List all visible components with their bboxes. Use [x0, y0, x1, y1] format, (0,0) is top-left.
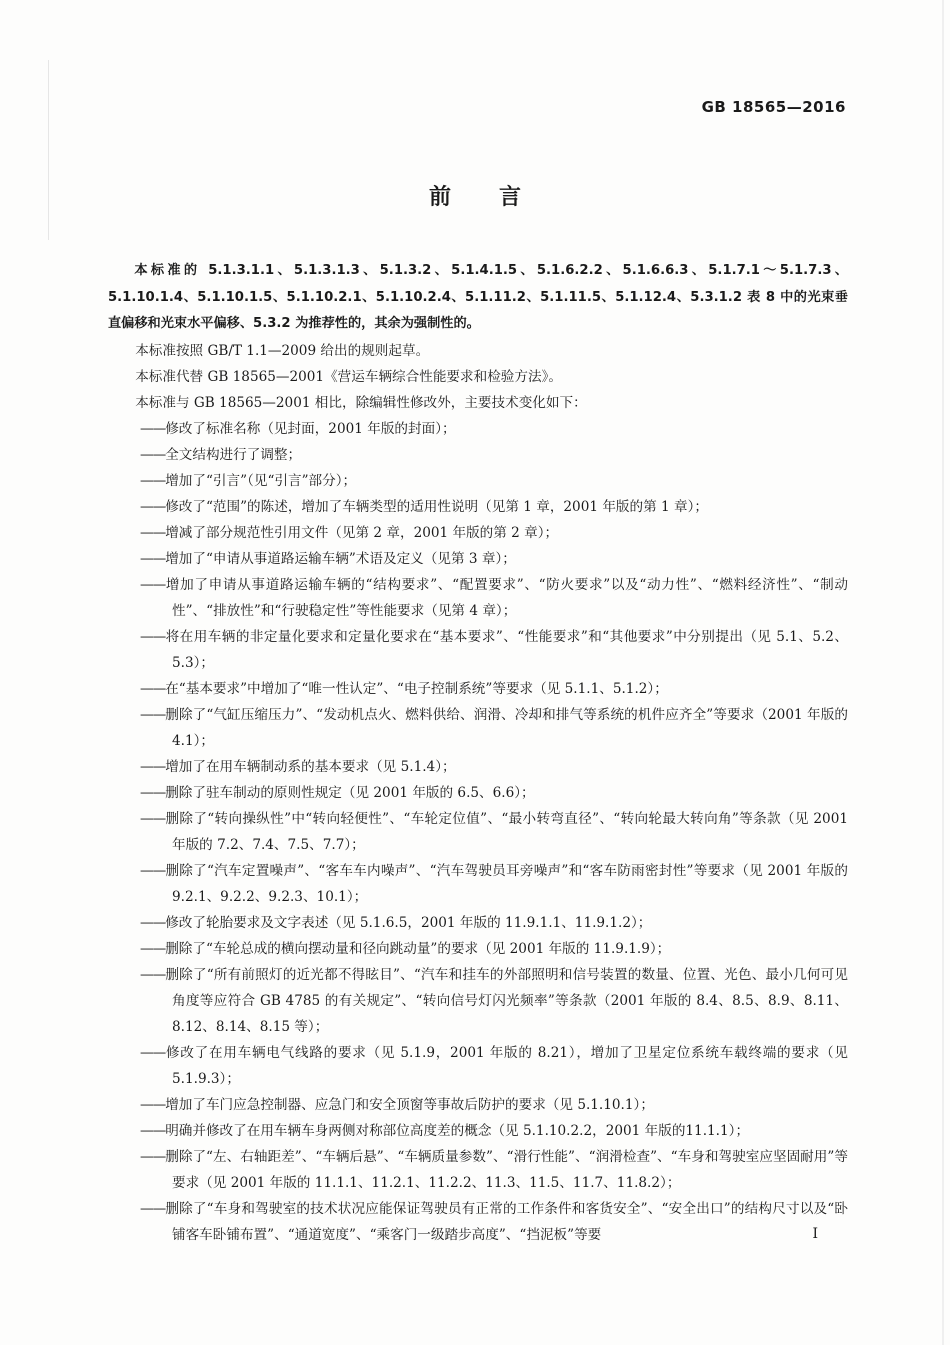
- list-item-text: 增减了部分规范性引用文件（见第 2 章，2001 年版的第 2 章）；: [165, 524, 559, 541]
- list-dash: ——: [140, 680, 166, 697]
- list-item-text: 增加了“申请从事道路运输车辆”术语及定义（见第 3 章）；: [165, 550, 516, 567]
- list-item-text: 修改了“范围”的陈述，增加了车辆类型的适用性说明（见第 1 章，2001 年版的第 1 章）；: [165, 498, 708, 515]
- paragraph-recommended-clauses: 本标准的 5.1.3.1.1、5.1.3.1.3、5.1.3.2、5.1.4.1.5、5.1.6.2.2、5.1.6.6.3、5.1.7.1～5.1.7.3、5.1.10.1.4、5.1.10.1.5、5.1.10.2.1、5.1.10.2.4、5.1.11.2、5.1.11.5、5.1.12.4、5.3.1.2 表 8 中的光束垂直偏移和光束水平偏移、5.3.2 为推荐性的，其余为强制性的。: [108, 263, 848, 331]
- list-item: [108, 546, 848, 572]
- list-item: [108, 1040, 848, 1092]
- list-item: [108, 962, 848, 1040]
- list-item: [108, 468, 848, 494]
- list-item-text: 明确并修改了在用车辆车身两侧对称部位高度差的概念（见 5.1.10.2.2，2001 年版的11.1.1）；: [165, 1122, 750, 1139]
- list-dash: ——: [140, 966, 166, 983]
- list-item-text: 删除了“汽车定置噪声”、“客车车内噪声”、“汽车驾驶员耳旁噪声”和“客车防雨密封性”等要求（见 2001 年版的 9.2.1、9.2.2、9.2.3、10.1）；: [165, 862, 848, 905]
- list-dash: ——: [140, 706, 166, 723]
- list-item-text: 增加了车门应急控制器、应急门和安全顶窗等事故后防护的要求（见 5.1.10.1）；: [165, 1096, 654, 1113]
- paragraph-replacement: 本标准代替 GB 18565—2001《营运车辆综合性能要求和检验方法》。: [135, 368, 562, 385]
- list-item-text: 修改了轮胎要求及文字表述（见 5.1.6.5，2001 年版的 11.9.1.1、11.9.1.2）；: [165, 914, 652, 931]
- list-item-text: 在“基本要求”中增加了“唯一性认定”、“电子控制系统”等要求（见 5.1.1、5.1.2）；: [165, 680, 668, 697]
- list-dash: ——: [140, 446, 166, 463]
- list-dash: ——: [140, 524, 166, 541]
- list-item-text: 将在用车辆的非定量化要求和定量化要求在“基本要求”、“性能要求”和“其他要求”中分别提出（见 5.1、5.2、5.3）；: [165, 628, 848, 671]
- list-item-text: 删除了“气缸压缩压力”、“发动机点火、燃料供给、润滑、冷却和排气等系统的机件应齐全”等要求（2001 年版的 4.1）；: [165, 706, 848, 749]
- list-dash: ——: [140, 1148, 166, 1165]
- list-dash: ——: [140, 420, 166, 437]
- list-item: [108, 1144, 848, 1196]
- page-title: 前言: [428, 185, 569, 210]
- list-item-text: 删除了“所有前照灯的近光都不得眩目”、“汽车和挂车的外部照明和信号装置的数量、位置、光色、最小几何可见角度等应符合 GB 4785 的有关规定”、“转向信号灯闪光频率”等条款（2001 年版的 8.4、8.5、8.9、8.11、8.12、8.14、8.15 等）；: [165, 966, 848, 1035]
- list-item: [108, 442, 848, 468]
- list-dash: ——: [140, 914, 166, 931]
- foreword-body: [108, 258, 848, 1248]
- list-item-text: 全文结构进行了调整；: [165, 446, 302, 463]
- list-dash: ——: [140, 1122, 166, 1139]
- list-item: [108, 910, 848, 936]
- list-dash: ——: [140, 940, 166, 957]
- list-dash: ——: [140, 784, 166, 801]
- list-item-text: 删除了“转向操纵性”中“转向轻便性”、“车轮定位值”、“最小转弯直径”、“转向轮最大转向角”等条款（见 2001 年版的 7.2、7.4、7.5、7.7）；: [165, 810, 848, 853]
- list-item-text: 增加了申请从事道路运输车辆的“结构要求”、“配置要求”、“防火要求”以及“动力性”、“燃料经济性”、“制动性”、“排放性”和“行驶稳定性”等性能要求（见第 4 章）；: [165, 576, 848, 619]
- list-item: [108, 676, 848, 702]
- list-dash: ——: [140, 810, 166, 827]
- list-dash: ——: [140, 472, 166, 489]
- list-item-text: 增加了在用车辆制动系的基本要求（见 5.1.4）；: [165, 758, 456, 775]
- paragraph-changes-intro: 本标准与 GB 18565—2001 相比，除编辑性修改外，主要技术变化如下：: [135, 394, 587, 411]
- list-dash: ——: [140, 862, 166, 879]
- list-item: [108, 1118, 848, 1144]
- page-folio: I: [812, 1226, 818, 1242]
- list-item: [108, 754, 848, 780]
- list-item-text: 修改了标准名称（见封面，2001 年版的封面）；: [165, 420, 456, 437]
- list-item: [108, 780, 848, 806]
- list-item-text: 删除了“左、右轴距差”、“车辆后悬”、“车辆质量参数”、“滑行性能”、“润滑检查”、“车身和驾驶室应坚固耐用”等要求（见 2001 年版的 11.1.1、11.2.1、11.2.2、11.3、11.5、11.7、11.8.2）；: [165, 1148, 848, 1191]
- list-item: [108, 572, 848, 624]
- list-item: [108, 494, 848, 520]
- list-dash: ——: [140, 1096, 166, 1113]
- list-item-text: 删除了“车身和驾驶室的技术状况应能保证驾驶员有正常的工作条件和客货安全”、“安全出口”的结构尺寸以及“卧铺客车卧铺布置”、“通道宽度”、“乘客门一级踏步高度”、“挡泥板”等要: [165, 1200, 848, 1243]
- list-item: [108, 416, 848, 442]
- binding-margin-line: [48, 60, 49, 240]
- list-item: [108, 702, 848, 754]
- list-item: [108, 1196, 848, 1248]
- list-item: [108, 624, 848, 676]
- list-dash: ——: [140, 1044, 166, 1061]
- standard-number: GB 18565—2016: [701, 98, 846, 116]
- list-item: [108, 806, 848, 858]
- list-item: [108, 520, 848, 546]
- paragraph-drafting-rules: 本标准按照 GB/T 1.1—2009 给出的规则起草。: [135, 342, 430, 359]
- list-item: [108, 936, 848, 962]
- list-dash: ——: [140, 550, 166, 567]
- list-dash: ——: [140, 498, 166, 515]
- list-item-text: 修改了在用车辆电气线路的要求（见 5.1.9，2001 年版的 8.21），增加了卫星定位系统车载终端的要求（见 5.1.9.3）；: [165, 1044, 848, 1087]
- list-dash: ——: [140, 576, 166, 593]
- list-item: [108, 1092, 848, 1118]
- list-dash: ——: [140, 758, 166, 775]
- list-item-text: 删除了驻车制动的原则性规定（见 2001 年版的 6.5、6.6）；: [165, 784, 535, 801]
- list-dash: ——: [140, 1200, 166, 1217]
- list-item-text: 增加了“引言”（见“引言”部分）；: [165, 472, 357, 489]
- list-item-text: 删除了“车轮总成的横向摆动量和径向跳动量”的要求（见 2001 年版的 11.9.1.9）；: [165, 940, 671, 957]
- list-dash: ——: [140, 628, 166, 645]
- changes-list: [108, 416, 848, 1248]
- list-item: [108, 858, 848, 910]
